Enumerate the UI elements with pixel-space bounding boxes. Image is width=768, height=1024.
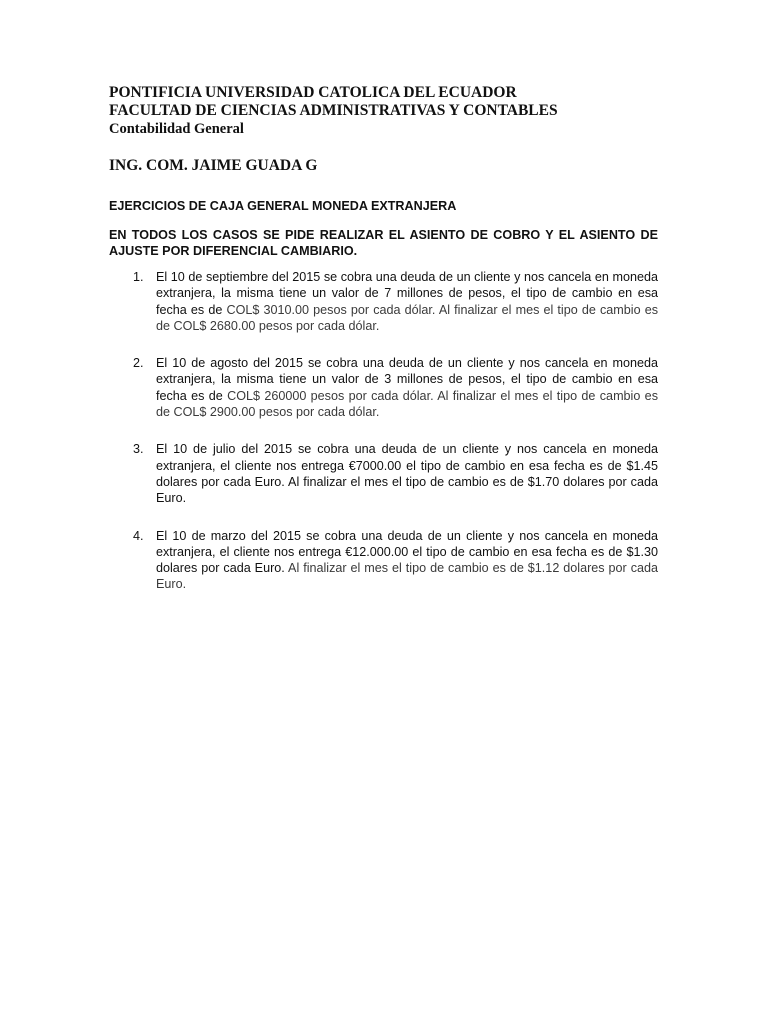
exercise-item-1 bbox=[109, 269, 658, 334]
faculty-name: FACULTAD DE CIENCIAS ADMINISTRATIVAS Y CONTABLES bbox=[109, 102, 558, 119]
exercise-text: El 10 de agosto del 2015 se cobra una deuda de un cliente y nos cancela en moneda extranjera, la misma tiene un valor de 3 millones de pesos, el tipo de cambio en esa fecha es de bbox=[156, 356, 658, 403]
exercise-rate-text: COL$ 260000 pesos por cada dólar. Al finalizar el mes el tipo de cambio es de COL$ 2900.00 pesos por cada dólar. bbox=[156, 388, 658, 420]
exercise-text: El 10 de julio del 2015 se cobra una deuda de un cliente y nos cancela en moneda extranjera, el cliente nos entrega €7000.00 el tipo de cambio en esa fecha es de $1.45 dolares por cada Euro. Al finalizar el mes el tipo de cambio es de $1.70 dolares por cada Euro. bbox=[156, 442, 658, 506]
instruction-text: EN TODOS LOS CASOS SE PIDE REALIZAR EL ASIENTO DE COBRO Y EL ASIENTO DE AJUSTE POR DIFERENCIAL CAMBIARIO. bbox=[109, 228, 658, 258]
university-name: PONTIFICIA UNIVERSIDAD CATOLICA DEL ECUADOR bbox=[109, 84, 517, 101]
exercise-text: El 10 de septiembre del 2015 se cobra una deuda de un cliente y nos cancela en moneda extranjera, la misma tiene un valor de 7 millones de pesos, el tipo de cambio en esa fecha es de bbox=[156, 270, 658, 317]
exercise-list bbox=[109, 269, 658, 593]
exercise-item-3 bbox=[109, 441, 658, 506]
document-body bbox=[109, 84, 658, 614]
exercise-number: 3. bbox=[133, 442, 144, 457]
exercise-rate-text: Al finalizar el mes el tipo de cambio es de $1.12 dolares por cada Euro. bbox=[156, 561, 658, 592]
instructor-name: ING. COM. JAIME GUADA G bbox=[109, 157, 318, 174]
exercise-text: El 10 de marzo del 2015 se cobra una deuda de un cliente y nos cancela en moneda extranjera, el cliente nos entrega €12.000.00 el tipo de cambio en esa fecha es de $1.30 dolares por cada Euro. bbox=[156, 528, 658, 576]
section-title: EJERCICIOS DE CAJA GENERAL MONEDA EXTRANJERA bbox=[109, 199, 457, 213]
course-name: Contabilidad General bbox=[109, 121, 244, 137]
exercise-item-2 bbox=[109, 355, 658, 420]
exercise-item-4 bbox=[109, 528, 658, 593]
exercise-number: 1. bbox=[133, 270, 144, 284]
exercise-number: 2. bbox=[133, 356, 144, 371]
exercise-rate-text: COL$ 3010.00 pesos por cada dólar. Al finalizar el mes el tipo de cambio es de COL$ 2680.00 pesos por cada dólar. bbox=[156, 302, 658, 333]
exercise-number: 4. bbox=[133, 528, 144, 543]
